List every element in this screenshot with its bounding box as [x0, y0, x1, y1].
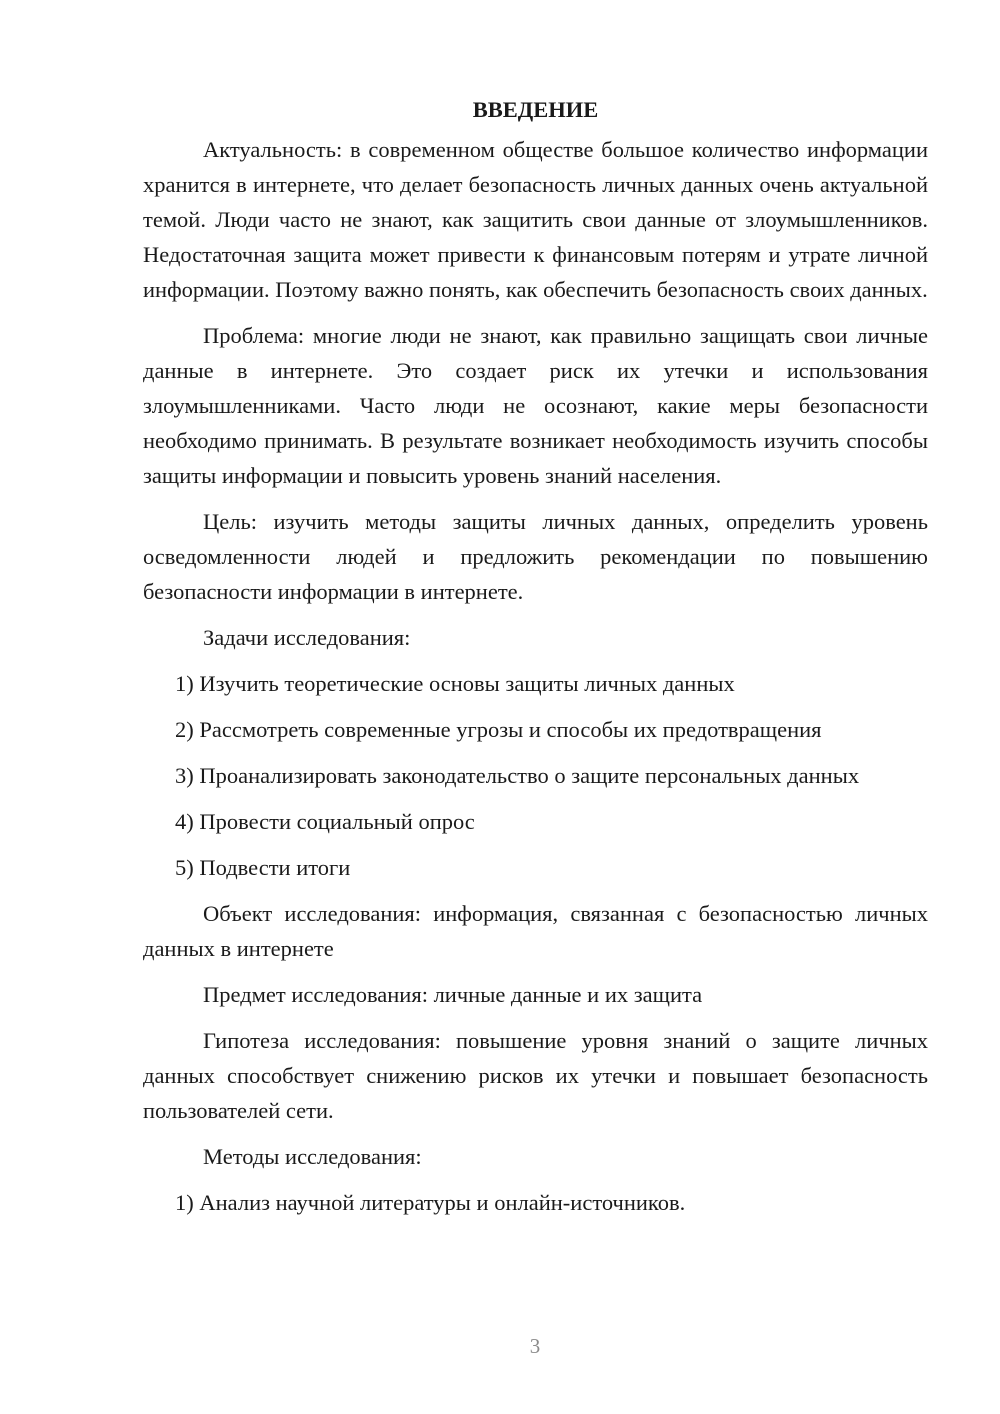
task-item-4: 4) Провести социальный опрос — [175, 809, 475, 834]
task-item-5: 5) Подвести итоги — [175, 855, 351, 880]
methods-label: Методы исследования: — [203, 1144, 422, 1169]
problem-paragraph: Проблема: многие люди не знают, как правильно защищать свои личные данные в интернете. Это создает риск их утечки и использования злоумышленниками. Часто люди не осознают, какие меры безопасности необходимо принимать. В результате возникает необходимость изучить способы защиты информации и повысить уровень знаний населения. — [143, 323, 928, 488]
goal-paragraph: Цель: изучить методы защиты личных данных, определить уровень осведомленности людей и предложить рекомендации по повышению безопасности информации в интернете. — [143, 509, 928, 604]
task-item-1: 1) Изучить теоретические основы защиты личных данных — [175, 671, 735, 696]
task-item-2: 2) Рассмотреть современные угрозы и способы их предотвращения — [175, 717, 822, 742]
method-item-1: 1) Анализ научной литературы и онлайн-источников. — [175, 1190, 686, 1215]
section-title: ВВЕДЕНИЕ — [472, 97, 599, 122]
hypothesis-paragraph: Гипотеза исследования: повышение уровня знаний о защите личных данных способствует снижению рисков их утечки и повышает безопасность пользователей сети. — [143, 1028, 928, 1123]
relevance-paragraph: Актуальность: в современном обществе большое количество информации хранится в интернете, что делает безопасность личных данных очень актуальной темой. Люди часто не знают, как защитить свои данные от злоумышленников. Недостаточная защита может привести к финансовым потерям и утрате личной информации. Поэтому важно понять, как обеспечить безопасность своих данных. — [143, 137, 928, 302]
subject-paragraph: Предмет исследования: личные данные и их защита — [203, 982, 703, 1007]
task-item-3: 3) Проанализировать законодательство о защите персональных данных — [175, 763, 860, 788]
document-page — [143, 92, 928, 1231]
object-paragraph: Объект исследования: информация, связанная с безопасностью личных данных в интернете — [143, 901, 928, 961]
tasks-label: Задачи исследования: — [203, 625, 411, 650]
page-number: 3 — [529, 1334, 541, 1358]
